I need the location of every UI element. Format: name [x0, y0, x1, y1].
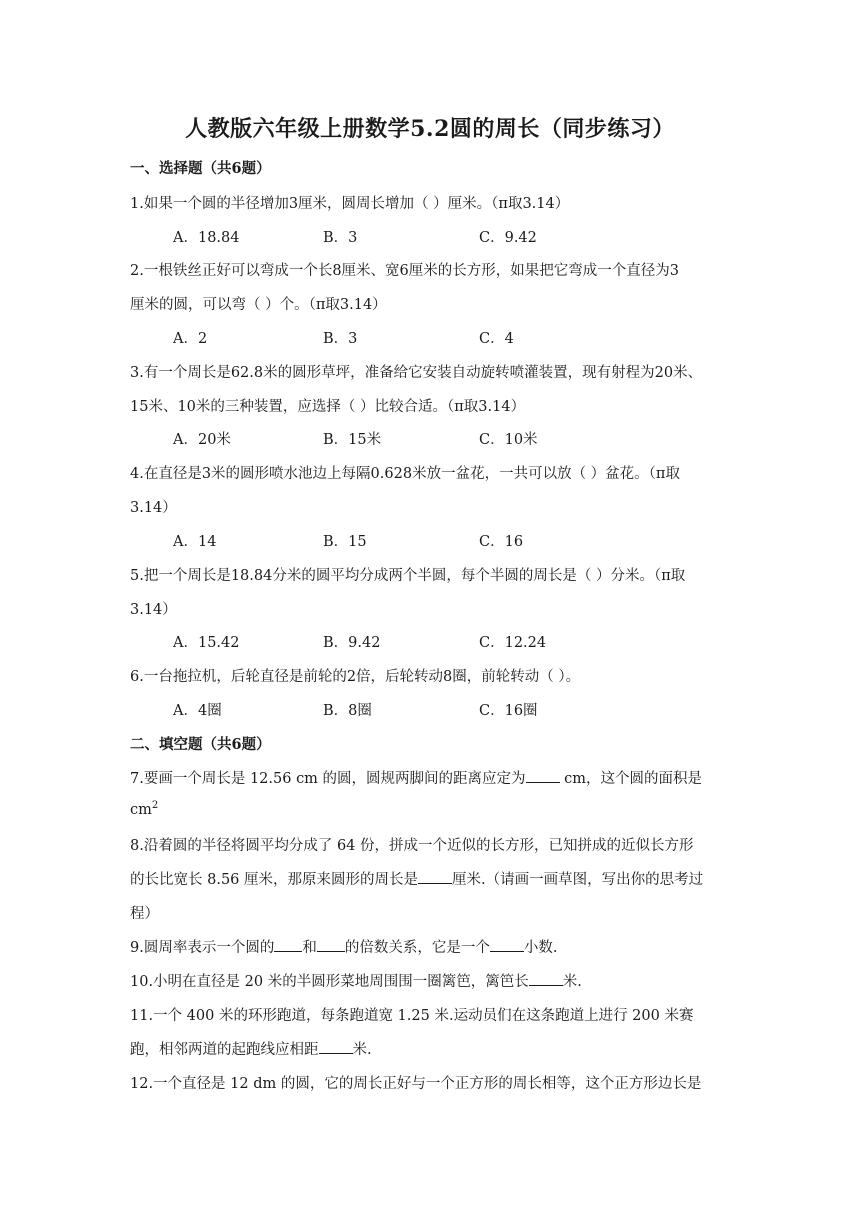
answer-blank[interactable] — [274, 937, 302, 952]
question-11-text-b: 米. — [352, 1042, 372, 1058]
question-9-text-a: 9.圆周率表示一个圆的 — [130, 940, 275, 956]
option-c: C．10米 — [479, 432, 538, 448]
answer-blank[interactable] — [526, 768, 560, 783]
question-8-line-1: 8.沿着圆的半径将圆平均分成了 64 份，拼成一个近似的长方形，已知拼成的近似长方形 — [130, 838, 694, 854]
page-title: 人教版六年级上册数学5.2圆的周长（同步练习） — [185, 116, 675, 142]
option-c: C．4 — [479, 331, 514, 347]
question-4-line-1: 4.在直径是3米的圆形喷水池边上每隔0.628米放一盆花，一共可以放（ ）盆花。（π取 — [130, 466, 680, 482]
question-3-line-1: 3.有一个周长是62.8米的圆形草坪，准备给它安装自动旋转喷灌装置，现有射程为20米、 — [130, 365, 703, 381]
question-12: 12.一个直径是 12 dm 的圆，它的周长正好与一个正方形的周长相等，这个正方形边长是 — [130, 1076, 702, 1092]
question-7-text-a: 7.要画一个周长是 12.56 cm 的圆，圆规两脚间的距离应定为 — [130, 771, 526, 787]
option-a: A．14 — [173, 534, 217, 550]
question-9-text-d: 小数. — [523, 940, 558, 956]
question-7 — [130, 767, 702, 788]
answer-blank[interactable] — [529, 971, 563, 986]
question-2-line-2: 厘米的圆，可以弯（ ）个。（π取3.14） — [130, 297, 387, 313]
option-b: B．15 — [323, 534, 367, 550]
question-8-text-a: 的长比宽长 8.56 厘米，那原来圆形的周长是 — [130, 872, 419, 888]
option-b: B．15米 — [323, 432, 382, 448]
option-b: B．3 — [323, 331, 358, 347]
option-c: C．12.24 — [479, 635, 547, 651]
option-a: A．4圈 — [173, 703, 222, 719]
question-5-line-1: 5.把一个周长是18.84分米的圆平均分成两个半圆，每个半圆的周长是（ ）分米。（π取 — [130, 568, 686, 584]
question-10-text-b: 米. — [562, 974, 582, 990]
question-11-line-2 — [130, 1038, 372, 1059]
option-a: A．20米 — [173, 432, 231, 448]
section-heading-choice: 一、选择题（共6题） — [130, 160, 271, 177]
section-heading-fill: 二、填空题（共6题） — [130, 736, 271, 753]
question-8-text-b: 厘米.（请画一画草图，写出你的思考过 — [452, 872, 704, 888]
question-10 — [130, 970, 582, 991]
question-11-line-1: 11.一个 400 米的环形跑道，每条跑道宽 1.25 米.运动员们在这条跑道上进行 200 米赛 — [130, 1008, 694, 1024]
answer-blank[interactable] — [317, 937, 345, 952]
question-7-unit — [130, 800, 158, 818]
answer-blank[interactable] — [418, 869, 452, 884]
option-a: A．2 — [173, 331, 208, 347]
question-6: 6.一台拖拉机，后轮直径是前轮的2倍，后轮转动8圈，前轮转动（ ）。 — [130, 669, 581, 685]
question-1: 1.如果一个圆的半径增加3厘米，圆周长增加（ ）厘米。（π取3.14） — [130, 196, 570, 212]
question-8-line-2 — [130, 868, 703, 889]
answer-blank[interactable] — [319, 1039, 353, 1054]
option-b: B．3 — [323, 230, 358, 246]
question-10-text-a: 10.小明在直径是 20 米的半圆形菜地周围围一圈篱笆，篱笆长 — [130, 974, 529, 990]
option-b: B．9.42 — [323, 635, 381, 651]
option-b: B．8圈 — [323, 703, 372, 719]
option-a: A．15.42 — [173, 635, 240, 651]
answer-blank[interactable] — [490, 937, 524, 952]
question-8-line-3: 程） — [130, 906, 159, 922]
question-7-unit-exponent: 2 — [151, 800, 159, 811]
option-a: A．18.84 — [173, 230, 240, 246]
question-9 — [130, 936, 557, 957]
question-4-line-2: 3.14） — [130, 500, 177, 516]
question-7-text-b: cm，这个圆的面积是 — [559, 771, 703, 787]
question-5-line-2: 3.14） — [130, 602, 177, 618]
question-3-line-2: 15米、10米的三种装置，应选择（ ）比较合适。（π取3.14） — [130, 399, 526, 415]
question-2-line-1: 2.一根铁丝正好可以弯成一个长8厘米、宽6厘米的长方形，如果把它弯成一个直径为3 — [130, 263, 680, 279]
question-7-unit-text: cm — [130, 801, 152, 818]
question-9-text-b: 和 — [302, 940, 317, 956]
question-11-text-a: 跑，相邻两道的起跑线应相距 — [130, 1042, 319, 1058]
question-9-text-c: 的倍数关系，它是一个 — [344, 940, 490, 956]
option-c: C．16圈 — [479, 703, 538, 719]
option-c: C．9.42 — [479, 230, 537, 246]
option-c: C．16 — [479, 534, 524, 550]
